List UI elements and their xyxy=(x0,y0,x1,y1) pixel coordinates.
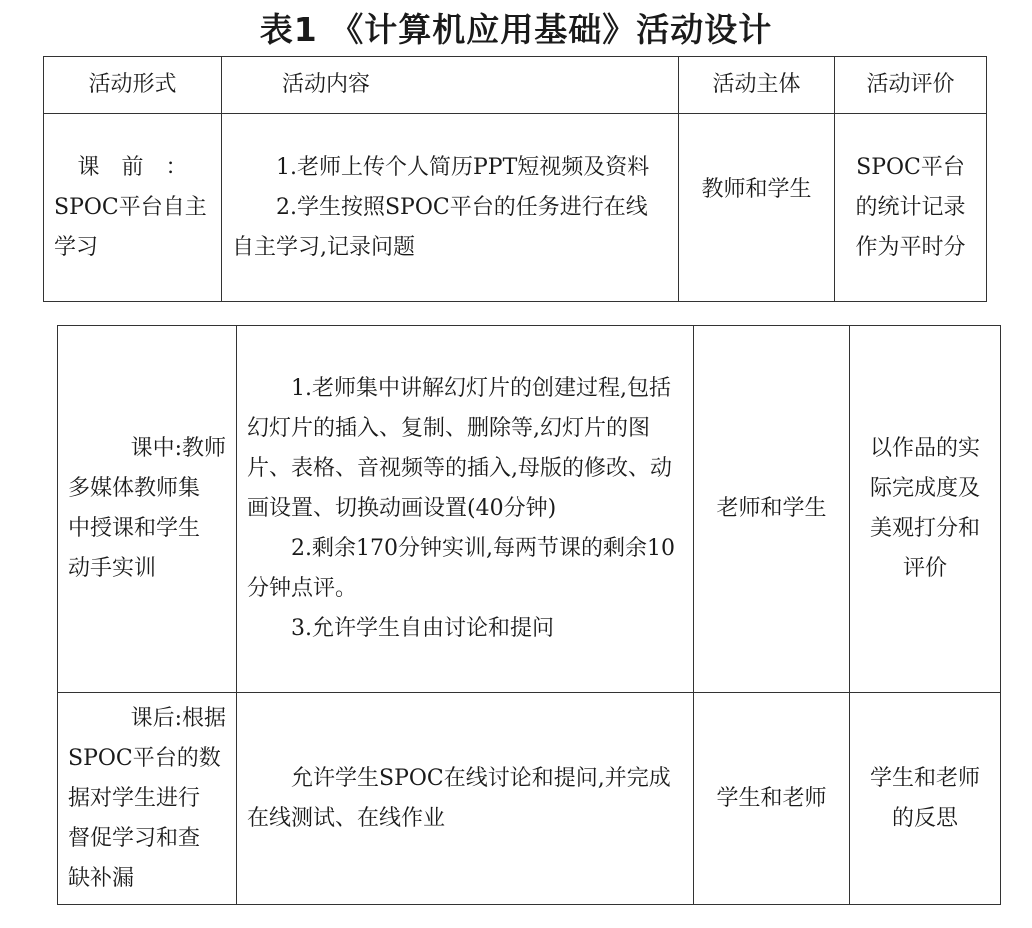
content-paragraph: 2.学生按照SPOC平台的任务进行在线自主学习,记录问题 xyxy=(232,194,648,260)
activity-table-part-2 xyxy=(57,325,1001,905)
table-header-row xyxy=(44,57,987,114)
evaluation-line: SPOC平台 xyxy=(856,154,965,180)
content-paragraph: 2.剩余170分钟实训,每两节课的剩余10分钟点评。 xyxy=(247,536,675,601)
header-content: 活动内容 xyxy=(222,57,679,114)
form-line: 课中:教师 xyxy=(130,436,226,461)
header-subject: 活动主体 xyxy=(679,57,835,114)
row-subject-cell: 学生和老师 xyxy=(694,693,850,905)
form-line: 多媒体教师集 xyxy=(68,476,201,501)
evaluation-line: 作为平时分 xyxy=(855,234,966,260)
row-content-cell xyxy=(237,693,694,905)
table-row xyxy=(58,693,1001,905)
table-row xyxy=(44,114,987,302)
form-line: 缺补漏 xyxy=(68,865,135,891)
form-line: 课 前 ： xyxy=(77,154,188,180)
content-paragraph: 允许学生SPOC在线讨论和提问,并完成在线测试、在线作业 xyxy=(247,765,671,831)
evaluation-line: 学生和老师 xyxy=(869,765,980,791)
row-form-cell xyxy=(44,114,222,302)
row-subject-cell: 教师和学生 xyxy=(679,114,835,302)
evaluation-line: 的反思 xyxy=(891,805,958,831)
form-line: 据对学生进行 xyxy=(68,785,201,811)
form-line: 中授课和学生 xyxy=(68,516,201,541)
form-line: 督促学习和查 xyxy=(68,825,201,851)
form-line: 动手实训 xyxy=(68,556,157,581)
row-evaluation-cell xyxy=(850,326,1001,693)
row-subject-cell: 老师和学生 xyxy=(694,326,850,693)
row-form-cell xyxy=(58,693,237,905)
evaluation-line: 际完成度及 xyxy=(869,476,980,501)
evaluation-line: 以作品的实 xyxy=(869,436,980,461)
evaluation-line: 评价 xyxy=(902,556,947,581)
evaluation-line: 的统计记录 xyxy=(855,194,966,220)
header-evaluation: 活动评价 xyxy=(835,57,987,114)
row-content-cell xyxy=(222,114,679,302)
row-form-cell xyxy=(58,326,237,693)
row-content-cell xyxy=(237,326,694,693)
table-title: 表1 《计算机应用基础》活动设计 xyxy=(259,10,773,49)
header-form: 活动形式 xyxy=(44,57,222,114)
table-row xyxy=(58,326,1001,693)
content-paragraph: 1.老师集中讲解幻灯片的创建过程,包括幻灯片的插入、复制、删除等,幻灯片的图片、表格、音视频等的插入,母版的修改、动画设置、切换动画设置(40分钟) xyxy=(247,376,672,521)
form-line: SPOC平台自主 xyxy=(54,194,207,220)
content-paragraph: 3.允许学生自由讨论和提问 xyxy=(291,616,554,641)
form-line: SPOC平台的数 xyxy=(68,745,221,771)
row-evaluation-cell xyxy=(850,693,1001,905)
activity-table-part-1 xyxy=(43,56,987,302)
content-paragraph: 1.老师上传个人简历PPT短视频及资料 xyxy=(276,154,650,180)
form-line: 学习 xyxy=(54,234,99,260)
form-line: 课后:根据 xyxy=(130,705,226,731)
evaluation-line: 美观打分和 xyxy=(869,516,980,541)
row-evaluation-cell xyxy=(835,114,987,302)
